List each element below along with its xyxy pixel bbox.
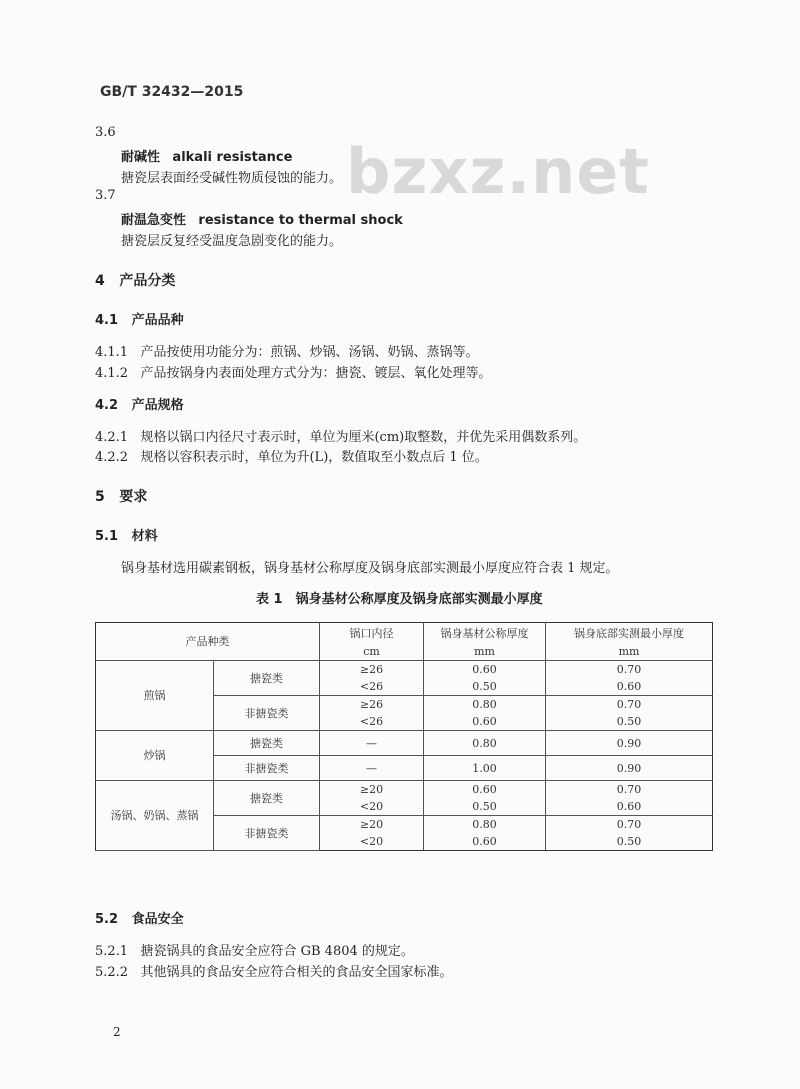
- subgroup-name: 非搪瓷类: [214, 816, 320, 851]
- clause-4-2-1: [95, 426, 586, 445]
- clause-4-1-1: [95, 341, 479, 360]
- heading-4-1: [95, 309, 184, 328]
- cell-measured: 0.50: [546, 833, 713, 851]
- subgroup-name: 非搪瓷类: [214, 756, 320, 781]
- subgroup-name: 搪瓷类: [214, 661, 320, 696]
- heading-5-2: [95, 908, 184, 927]
- subgroup-name: 非搪瓷类: [214, 696, 320, 731]
- clause-3-6-number: 3.6: [95, 125, 116, 140]
- clause-5-2-2-text: 其他锅具的食品安全应符合相关的食品安全国家标准。: [140, 965, 453, 980]
- heading-4-title: 产品分类: [119, 273, 176, 289]
- cell-measured: 0.60: [546, 798, 713, 816]
- cell-diameter: <26: [320, 713, 424, 731]
- table-1: [95, 622, 713, 851]
- cell-measured: 0.60: [546, 678, 713, 696]
- term-3-7-en: resistance to thermal shock: [198, 213, 403, 228]
- cell-nominal: 0.50: [424, 678, 546, 696]
- cell-nominal: 0.60: [424, 833, 546, 851]
- cell-diameter: <26: [320, 678, 424, 696]
- definition-3-7: 搪瓷层反复经受温度急剧变化的能力。: [121, 234, 343, 249]
- heading-5-2-number: 5.2: [95, 912, 119, 927]
- cell-measured: 0.90: [546, 756, 713, 781]
- heading-5-1-title: 材料: [131, 529, 158, 544]
- cell-measured: 0.90: [546, 731, 713, 756]
- cell-measured: 0.50: [546, 713, 713, 731]
- term-3-6-zh: 耐碱性: [121, 150, 161, 165]
- clause-5-2-1-number: 5.2.1: [95, 944, 129, 959]
- group-name: 炒锅: [96, 731, 214, 781]
- cell-diameter: ≥20: [320, 816, 424, 834]
- cell-nominal: 0.60: [424, 713, 546, 731]
- cell-nominal: 0.80: [424, 731, 546, 756]
- clause-4-2-1-text: 规格以锅口内径尺寸表示时，单位为厘米(cm)取整数，并优先采用偶数系列。: [140, 430, 587, 445]
- heading-4: [95, 270, 175, 290]
- clause-5-2-1-text: 搪瓷锅具的食品安全应符合 GB 4804 的规定。: [140, 944, 414, 959]
- heading-5-1: [95, 525, 158, 544]
- clause-5-2-2: [95, 961, 453, 980]
- heading-4-1-number: 4.1: [95, 313, 119, 328]
- header-nominal-unit: mm: [424, 643, 546, 661]
- standard-number: GB/T 32432—2015: [100, 84, 244, 100]
- header-nominal: 锅身基材公称厚度: [424, 623, 546, 644]
- table-1-caption: 表 1 锅身基材公称厚度及锅身底部实测最小厚度: [256, 592, 543, 607]
- cell-nominal: 0.80: [424, 696, 546, 714]
- cell-measured: 0.70: [546, 781, 713, 799]
- clause-4-1-1-text: 产品按使用功能分为：煎锅、炒锅、汤锅、奶锅、蒸锅等。: [140, 345, 479, 360]
- cell-measured: 0.70: [546, 816, 713, 834]
- heading-4-2: [95, 394, 184, 413]
- clause-4-2-2-number: 4.2.2: [95, 450, 129, 465]
- heading-5-1-number: 5.1: [95, 529, 119, 544]
- subgroup-name: 搪瓷类: [214, 781, 320, 816]
- term-3-7: [121, 209, 403, 228]
- cell-diameter: ≥20: [320, 781, 424, 799]
- heading-4-2-title: 产品规格: [131, 398, 184, 413]
- heading-4-1-title: 产品品种: [131, 313, 184, 328]
- cell-measured: 0.70: [546, 696, 713, 714]
- clause-4-2-2-text: 规格以容积表示时，单位为升(L)，数值取至小数点后 1 位。: [140, 450, 488, 465]
- group-name: 汤锅、奶锅、蒸锅: [96, 781, 214, 851]
- clause-4-2-2: [95, 446, 488, 465]
- heading-5-number: 5: [95, 489, 105, 505]
- page-number: 2: [113, 1025, 121, 1039]
- header-product-type: 产品种类: [96, 623, 320, 661]
- clause-4-1-1-number: 4.1.1: [95, 345, 129, 360]
- cell-nominal: 0.60: [424, 661, 546, 679]
- header-measured-unit: mm: [546, 643, 713, 661]
- clause-4-1-2: [95, 362, 492, 381]
- clause-5-2-2-number: 5.2.2: [95, 965, 129, 980]
- header-diameter-unit: cm: [320, 643, 424, 661]
- watermark: bzxz.net: [346, 135, 650, 208]
- cell-nominal: 0.50: [424, 798, 546, 816]
- clause-3-7-number: 3.7: [95, 188, 116, 203]
- clause-4-1-2-number: 4.1.2: [95, 366, 129, 381]
- cell-diameter: ≥26: [320, 661, 424, 679]
- cell-diameter: <20: [320, 833, 424, 851]
- heading-5-2-title: 食品安全: [131, 912, 184, 927]
- header-measured: 锅身底部实测最小厚度: [546, 623, 713, 644]
- clause-5-2-1: [95, 940, 414, 959]
- heading-4-number: 4: [95, 273, 105, 289]
- cell-nominal: 0.80: [424, 816, 546, 834]
- definition-3-6: 搪瓷层表面经受碱性物质侵蚀的能力。: [121, 171, 343, 186]
- cell-nominal: 1.00: [424, 756, 546, 781]
- term-3-6-en: alkali resistance: [172, 150, 293, 165]
- group-name: 煎锅: [96, 661, 214, 731]
- cell-nominal: 0.60: [424, 781, 546, 799]
- heading-5-title: 要求: [119, 489, 148, 505]
- heading-5: [95, 486, 147, 506]
- header-diameter: 锅口内径: [320, 623, 424, 644]
- clause-5-1-text: 锅身基材选用碳素钢板，锅身基材公称厚度及锅身底部实测最小厚度应符合表 1 规定。: [121, 561, 619, 576]
- clause-4-1-2-text: 产品按锅身内表面处理方式分为：搪瓷、镀层、氧化处理等。: [140, 366, 492, 381]
- term-3-7-zh: 耐温急变性: [121, 213, 187, 228]
- heading-4-2-number: 4.2: [95, 398, 119, 413]
- term-3-6: [121, 146, 292, 165]
- cell-diameter: —: [320, 756, 424, 781]
- cell-diameter: ≥26: [320, 696, 424, 714]
- clause-4-2-1-number: 4.2.1: [95, 430, 129, 445]
- subgroup-name: 搪瓷类: [214, 731, 320, 756]
- cell-diameter: —: [320, 731, 424, 756]
- cell-diameter: <20: [320, 798, 424, 816]
- cell-measured: 0.70: [546, 661, 713, 679]
